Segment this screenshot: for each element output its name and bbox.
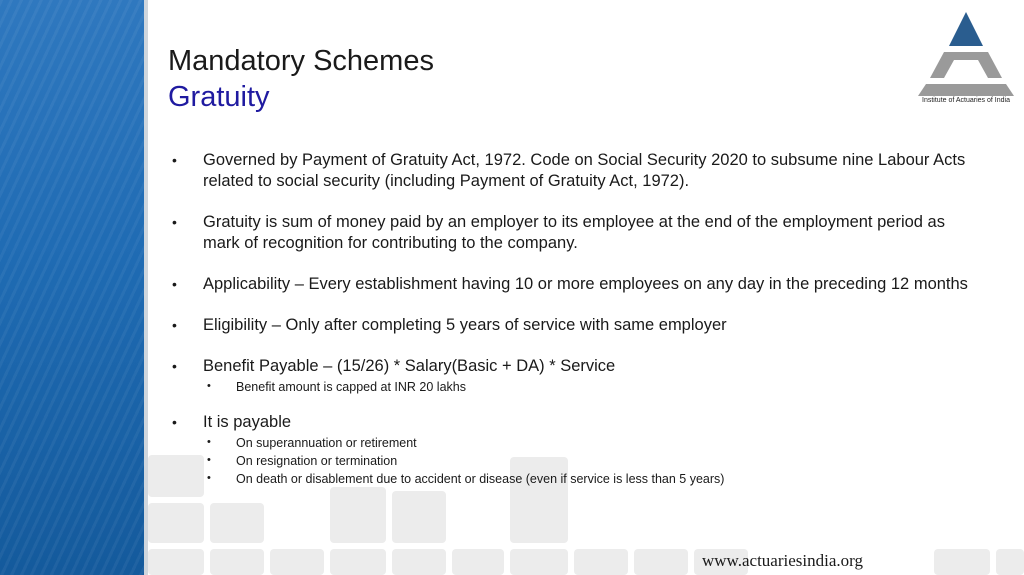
bullet-item xyxy=(168,315,968,336)
bullet-dot: • xyxy=(172,317,177,333)
sub-bullet-list xyxy=(203,378,968,396)
bullet-item xyxy=(168,274,968,295)
background-tile xyxy=(148,503,204,543)
sub-bullet-dot: • xyxy=(207,436,211,448)
background-tile xyxy=(634,549,688,575)
sub-bullet-item xyxy=(203,452,968,470)
bullet-text: Benefit Payable – (15/26) * Salary(Basic + DA) * Service xyxy=(203,357,616,375)
bullet-item xyxy=(168,150,968,192)
bullet-item xyxy=(168,412,968,488)
bullet-text: Eligibility – Only after completing 5 years of service with same employer xyxy=(203,316,727,334)
background-tile xyxy=(270,549,324,575)
slide-subtitle: Gratuity xyxy=(168,81,270,113)
sub-bullet-text: On death or disablement due to accident or disease (even if service is less than 5 years) xyxy=(236,472,725,486)
background-tile xyxy=(210,503,264,543)
sub-bullet-item xyxy=(203,470,968,488)
background-tile xyxy=(330,549,386,575)
bullet-text: Governed by Payment of Gratuity Act, 1972. Code on Social Security 2020 to subsume nine Labour Acts related to social security (including Payment of Gratuity Act, 1972). xyxy=(203,151,966,190)
sub-bullet-dot: • xyxy=(207,472,211,484)
bullet-dot: • xyxy=(172,214,177,230)
sub-bullet-dot: • xyxy=(207,380,211,392)
background-tile xyxy=(452,549,504,575)
sub-bullet-text: On resignation or termination xyxy=(236,454,398,468)
bullet-dot: • xyxy=(172,414,177,430)
background-tile xyxy=(934,549,990,575)
background-tile xyxy=(392,549,446,575)
bullet-dot: • xyxy=(172,152,177,168)
bullet-dot: • xyxy=(172,358,177,374)
sub-bullet-item xyxy=(203,378,968,396)
bullet-list xyxy=(168,150,968,508)
background-tile xyxy=(510,549,568,575)
footer-url: www.actuariesindia.org xyxy=(702,551,863,570)
iai-logo-icon xyxy=(914,10,1018,110)
bullet-text: Gratuity is sum of money paid by an employer to its employee at the end of the employment period as mark of recognition for contributing to the company. xyxy=(203,213,945,252)
bullet-item xyxy=(168,356,968,396)
logo-caption: Institute of Actuaries of India xyxy=(922,97,1010,104)
bullet-text: Applicability – Every establishment having 10 or more employees on any day in the preceding 12 months xyxy=(203,275,968,293)
sub-bullet-list xyxy=(203,434,968,488)
sub-bullet-text: Benefit amount is capped at INR 20 lakhs xyxy=(236,380,466,394)
background-tile xyxy=(210,549,264,575)
bullet-dot: • xyxy=(172,276,177,292)
slide-title: Mandatory Schemes xyxy=(168,45,434,77)
sub-bullet-text: On superannuation or retirement xyxy=(236,436,417,450)
bullet-text: It is payable xyxy=(203,413,292,431)
background-tile xyxy=(996,549,1024,575)
background-tile xyxy=(574,549,628,575)
background-tile xyxy=(148,549,204,575)
blue-sidebar xyxy=(0,0,148,575)
sub-bullet-item xyxy=(203,434,968,452)
bullet-item xyxy=(168,212,968,254)
sub-bullet-dot: • xyxy=(207,454,211,466)
